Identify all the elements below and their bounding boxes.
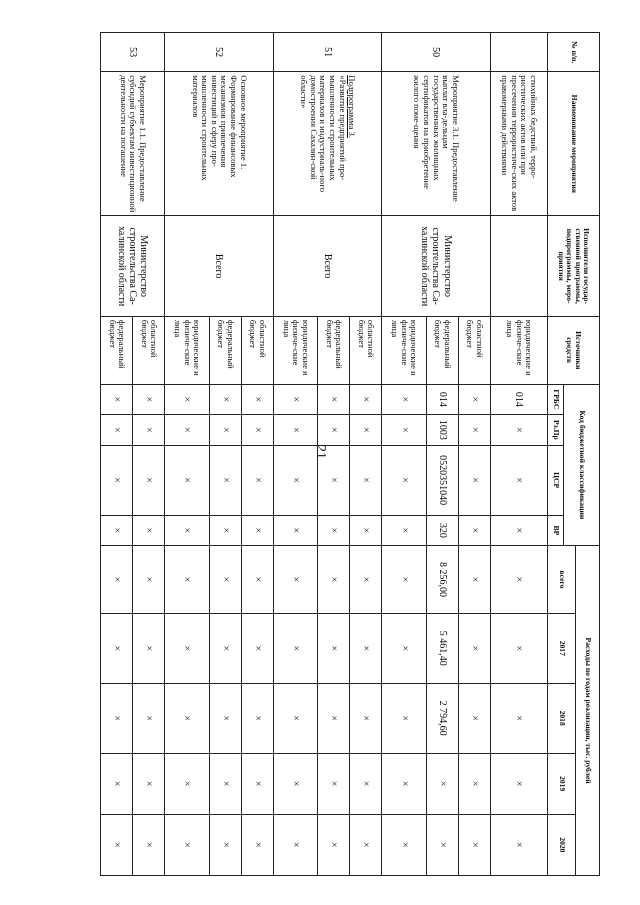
cell-2017: 5 461,40 [426, 613, 458, 683]
cell-csr: × [209, 445, 241, 515]
cell-source: юридические и физиче-ские лица [490, 316, 547, 384]
cell-csr: × [350, 445, 382, 515]
cell-total: × [350, 546, 382, 614]
header-vr: ВР [548, 515, 564, 546]
cell-rzpr: 1003 [426, 415, 458, 446]
cell-vr: × [165, 515, 210, 546]
header-total: всего [548, 546, 576, 614]
cell-num: 50 [382, 33, 491, 72]
cell-csr: × [490, 445, 547, 515]
cell-2017: × [490, 613, 547, 683]
cell-grbs: × [458, 384, 490, 415]
cell-vr: × [273, 515, 318, 546]
cell-csr: × [101, 445, 133, 515]
header-csr: ЦСР [548, 445, 564, 515]
page-number: 21 [313, 445, 328, 459]
cell-2019: × [273, 753, 318, 814]
cell-source: областной бюджет [458, 316, 490, 384]
cell-total: × [458, 546, 490, 614]
header-2018: 2018 [548, 683, 576, 753]
cell-source: федеральный бюджет [318, 316, 350, 384]
cell-total: × [382, 546, 427, 614]
cell-rzpr: × [273, 415, 318, 446]
cell-vr: × [458, 515, 490, 546]
cell-2020: × [458, 814, 490, 875]
subprogram-label: Подпрограмма 3. [347, 75, 358, 138]
cell-total: × [273, 546, 318, 614]
cell-2019: × [241, 753, 273, 814]
cell-name: Мероприятие 1.1. Предоставление субсидий субъектам инвестиционной деятельности на погашение [101, 72, 165, 216]
cell-grbs: × [241, 384, 273, 415]
cell-executor: Министерство строительства Са-халинской области [382, 216, 491, 316]
cell-2018: × [318, 683, 350, 753]
cell-csr: × [241, 445, 273, 515]
cell-grbs: × [101, 384, 133, 415]
header-2019: 2019 [548, 753, 576, 814]
cell-rzpr: × [490, 415, 547, 446]
cell-2020: × [273, 814, 318, 875]
rotated-table-wrap [100, 32, 600, 876]
cell-2020: × [209, 814, 241, 875]
cell-source: федеральный бюджет [209, 316, 241, 384]
budget-table [100, 32, 600, 876]
cell-2017: × [133, 613, 165, 683]
cell-name: Основное мероприятие 1. Формирование финансовых механизмов привлечения инвестиций в сферу про-мышленности строительных материалов [165, 72, 274, 216]
cell-2017: × [165, 613, 210, 683]
cell-executor: Всего [165, 216, 274, 316]
cell-total: × [133, 546, 165, 614]
cell-2017: × [350, 613, 382, 683]
cell-executor: Министерство строительства Са-халинской области [101, 216, 165, 316]
cell-total: × [165, 546, 210, 614]
cell-source: юридические и физиче-ские лица [165, 316, 210, 384]
cell-2018: × [350, 683, 382, 753]
cell-2019: × [458, 753, 490, 814]
cell-rzpr: × [101, 415, 133, 446]
cell-2018: 2 794,60 [426, 683, 458, 753]
table-row [490, 33, 547, 876]
cell-num: 51 [273, 33, 382, 72]
cell-2020: × [382, 814, 427, 875]
cell-2019: × [426, 753, 458, 814]
cell-rzpr: × [458, 415, 490, 446]
cell-2020: × [350, 814, 382, 875]
cell-total: 8 256,00 [426, 546, 458, 614]
cell-csr: × [458, 445, 490, 515]
table-row [350, 33, 382, 876]
cell-2019: × [133, 753, 165, 814]
table-row [458, 33, 490, 876]
cell-2017: × [241, 613, 273, 683]
cell-source: областной бюджет [350, 316, 382, 384]
cell-vr: 320 [426, 515, 458, 546]
cell-rzpr: × [382, 415, 427, 446]
table-row [133, 33, 165, 876]
cell-source: областной бюджет [133, 316, 165, 384]
cell-2020: × [318, 814, 350, 875]
cell-2019: × [382, 753, 427, 814]
cell-rzpr: × [241, 415, 273, 446]
cell-rzpr: × [133, 415, 165, 446]
cell-name: стихийных бедствий, терро-ристических актов или при пресечении террористиче-ских актов правомерными действиями [490, 72, 547, 216]
cell-2019: × [165, 753, 210, 814]
cell-2019: × [318, 753, 350, 814]
cell-csr: × [318, 445, 350, 515]
cell-2017: × [273, 613, 318, 683]
table-row [241, 33, 273, 876]
cell-total: × [209, 546, 241, 614]
cell-2018: × [490, 683, 547, 753]
cell-2020: × [101, 814, 133, 875]
subprogram-title: «Развитие предприятий про-мышленности строительных материалов и индустриаль-ного домостроения Сахалин-ской области» [299, 75, 348, 193]
cell-source: юридические и физиче-ские лица [273, 316, 318, 384]
cell-2018: × [458, 683, 490, 753]
cell-rzpr: × [318, 415, 350, 446]
cell-2020: × [241, 814, 273, 875]
cell-source: областной бюджет [241, 316, 273, 384]
cell-name [273, 72, 382, 216]
cell-grbs: 014 [426, 384, 458, 415]
header-grbs: ГРБС [548, 384, 564, 415]
cell-csr: × [273, 445, 318, 515]
cell-csr: × [165, 445, 210, 515]
cell-total: × [490, 546, 547, 614]
cell-2017: × [458, 613, 490, 683]
cell-grbs: × [165, 384, 210, 415]
header-budget-code: Код бюджетной классификации [564, 384, 600, 546]
cell-2020: × [426, 814, 458, 875]
cell-2018: × [133, 683, 165, 753]
cell-2018: × [209, 683, 241, 753]
cell-vr: × [209, 515, 241, 546]
cell-vr: × [318, 515, 350, 546]
cell-source: федеральный бюджет [426, 316, 458, 384]
cell-2017: × [382, 613, 427, 683]
cell-2020: × [133, 814, 165, 875]
cell-executor: Всего [273, 216, 382, 316]
cell-2020: × [490, 814, 547, 875]
cell-csr: × [133, 445, 165, 515]
cell-vr: × [101, 515, 133, 546]
cell-2018: × [273, 683, 318, 753]
cell-grbs: × [382, 384, 427, 415]
cell-rzpr: × [350, 415, 382, 446]
cell-rzpr: × [209, 415, 241, 446]
cell-grbs: 014 [490, 384, 547, 415]
cell-rzpr: × [165, 415, 210, 446]
cell-2019: × [490, 753, 547, 814]
cell-total: × [318, 546, 350, 614]
document-frame [100, 32, 600, 876]
cell-total: × [101, 546, 133, 614]
cell-source: юридические и физиче-ские лица [382, 316, 427, 384]
cell-2017: × [101, 613, 133, 683]
cell-csr: × [382, 445, 427, 515]
cell-total: × [241, 546, 273, 614]
cell-2018: × [382, 683, 427, 753]
cell-num: 53 [101, 33, 165, 72]
cell-2019: × [209, 753, 241, 814]
cell-2020: × [165, 814, 210, 875]
cell-grbs: × [133, 384, 165, 415]
cell-csr: 0520351040 [426, 445, 458, 515]
cell-source: федеральный бюджет [101, 316, 133, 384]
cell-num [490, 33, 547, 72]
cell-grbs: × [209, 384, 241, 415]
cell-grbs: × [318, 384, 350, 415]
header-2017: 2017 [548, 613, 576, 683]
cell-2017: × [318, 613, 350, 683]
header-name: Наименование мероприятия [548, 72, 600, 216]
cell-grbs: × [273, 384, 318, 415]
cell-vr: × [490, 515, 547, 546]
cell-vr: × [350, 515, 382, 546]
header-executor: Исполнители государ-ственной программы, подпрограммы, меро-приятия [548, 216, 600, 316]
cell-executor [490, 216, 547, 316]
cell-2018: × [101, 683, 133, 753]
header-2020: 2020 [548, 814, 576, 875]
cell-name: Мероприятие 3.1. Предоставление выплат вла-дельцам государственных жилищных сертификатов на приобретение жилого поме-щения [382, 72, 491, 216]
cell-2019: × [350, 753, 382, 814]
header-num: № п/п. [548, 33, 600, 72]
header-sources: Источники средств [548, 316, 600, 384]
cell-2018: × [165, 683, 210, 753]
cell-vr: × [241, 515, 273, 546]
cell-2019: × [101, 753, 133, 814]
cell-grbs: × [350, 384, 382, 415]
cell-vr: × [133, 515, 165, 546]
cell-vr: × [382, 515, 427, 546]
cell-2017: × [209, 613, 241, 683]
header-rzpr: Рз.Пр [548, 415, 564, 446]
cell-2018: × [241, 683, 273, 753]
cell-num: 52 [165, 33, 274, 72]
header-expenses: Расходы по годам реализации, тыс. рублей [576, 546, 600, 876]
